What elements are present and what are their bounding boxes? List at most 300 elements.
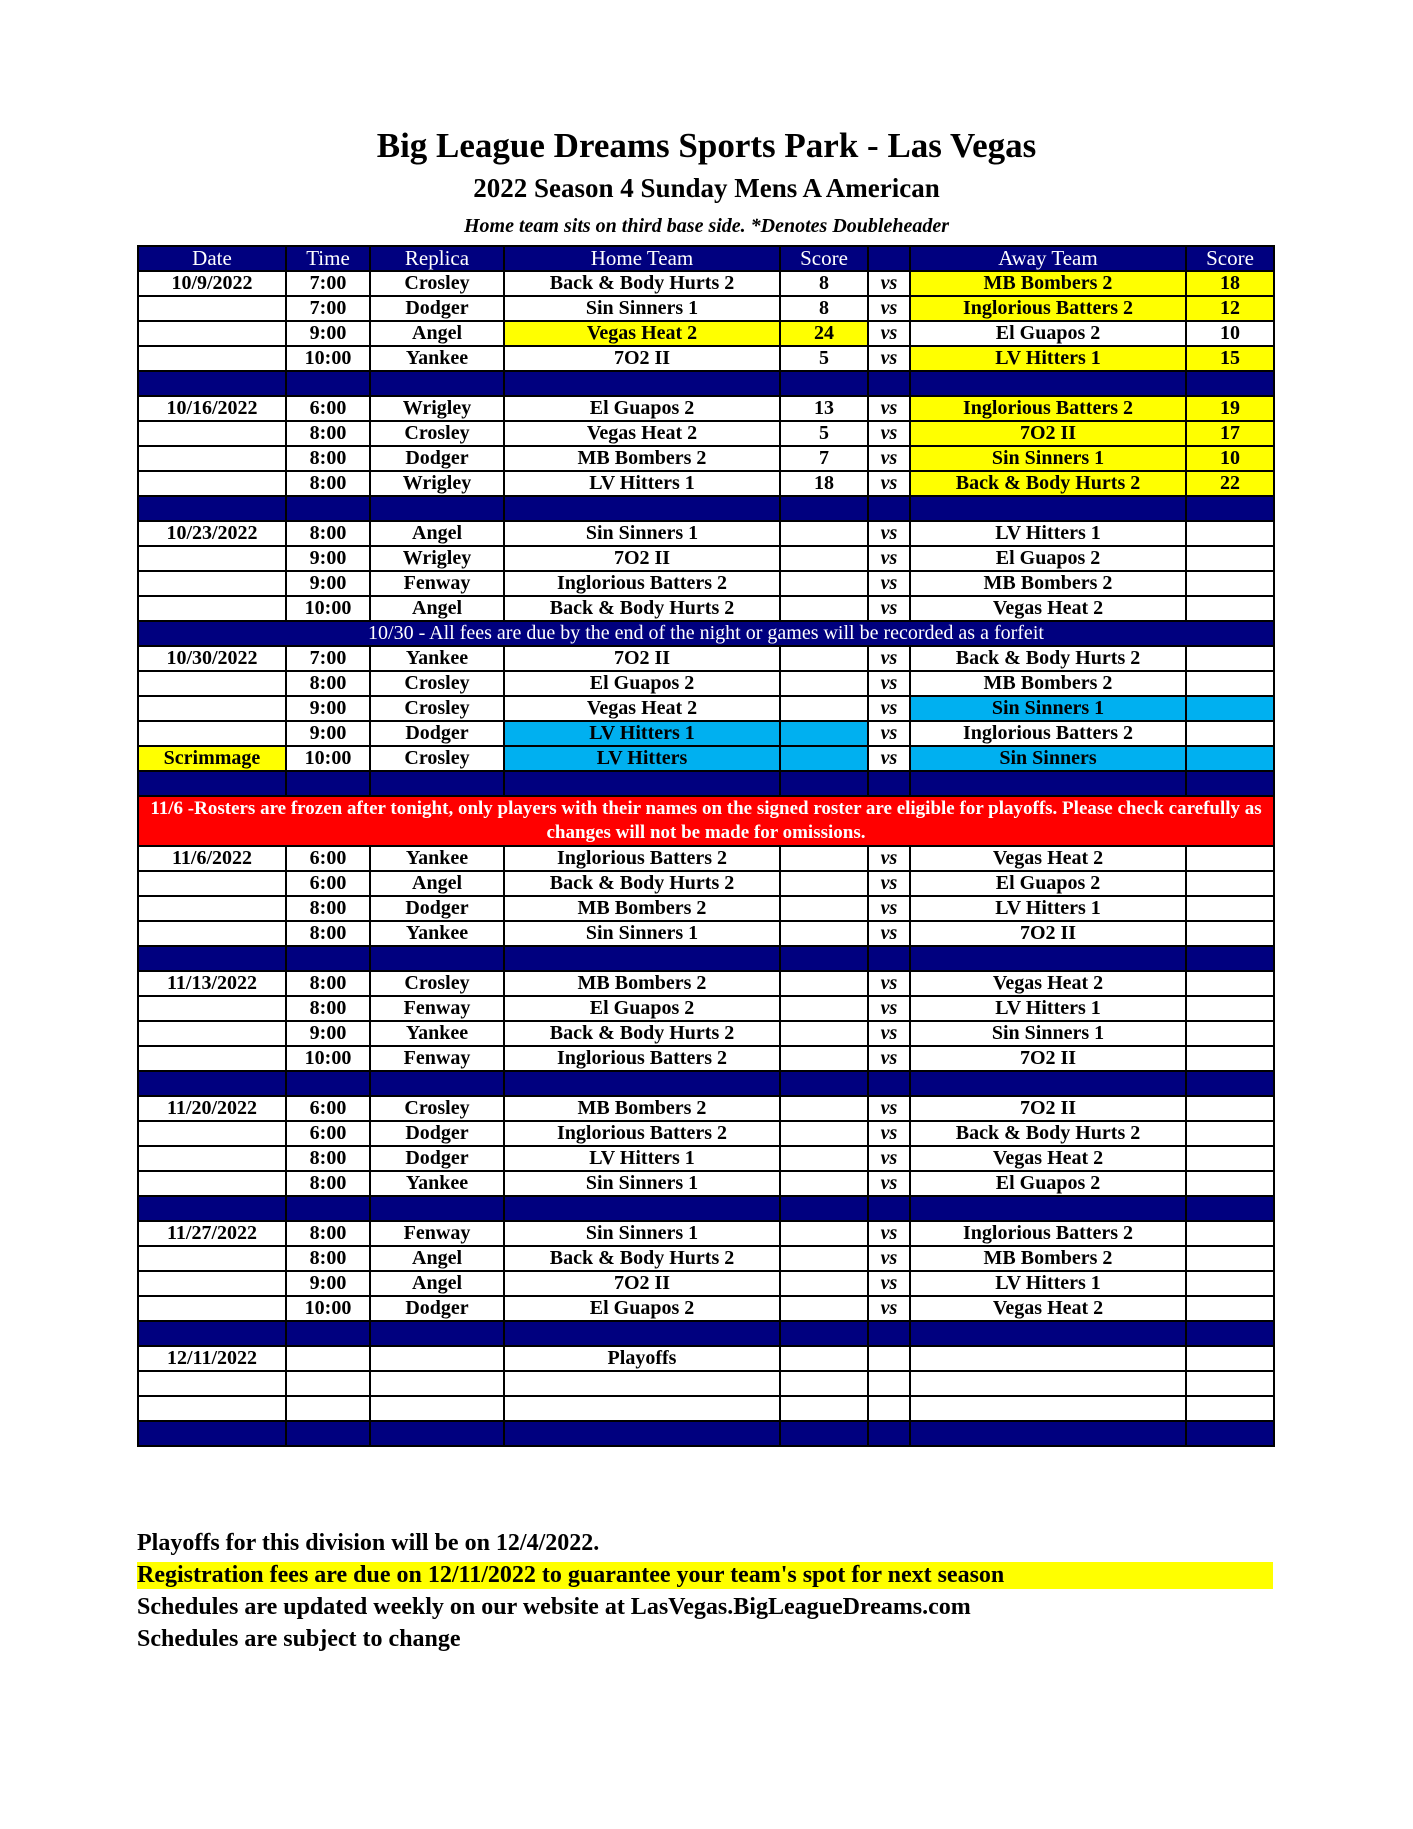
game-row <box>138 696 1274 721</box>
home-team: Sin Sinners 1 <box>504 921 780 946</box>
game-date <box>138 471 286 496</box>
game-row <box>138 596 1274 621</box>
game-row <box>138 1046 1274 1071</box>
footer-website-note: Schedules are updated weekly on our website at LasVegas.BigLeagueDreams.com <box>137 1594 971 1620</box>
away-score <box>1186 521 1274 546</box>
separator-cell <box>1186 1421 1274 1446</box>
separator-cell <box>370 946 504 971</box>
game-time: 8:00 <box>286 921 370 946</box>
vs-label: vs <box>868 1121 910 1146</box>
game-field: Dodger <box>370 721 504 746</box>
away-score <box>1186 646 1274 671</box>
home-score <box>780 1171 868 1196</box>
away-team: Vegas Heat 2 <box>910 1146 1186 1171</box>
separator-cell <box>286 1321 370 1346</box>
game-date: 10/9/2022 <box>138 271 286 296</box>
away-team: Vegas Heat 2 <box>910 971 1186 996</box>
away-team: Sin Sinners 1 <box>910 696 1186 721</box>
home-score <box>780 746 868 771</box>
away-score: 19 <box>1186 396 1274 421</box>
game-date <box>138 996 286 1021</box>
game-date <box>138 1121 286 1146</box>
game-row <box>138 971 1274 996</box>
home-team: Vegas Heat 2 <box>504 421 780 446</box>
home-score <box>780 1046 868 1071</box>
separator-cell <box>138 496 286 521</box>
away-team: Inglorious Batters 2 <box>910 396 1186 421</box>
away-team: El Guapos 2 <box>910 546 1186 571</box>
separator-cell <box>1186 1321 1274 1346</box>
game-row <box>138 471 1274 496</box>
separator-cell <box>138 1071 286 1096</box>
home-score <box>780 521 868 546</box>
game-date <box>138 921 286 946</box>
home-score <box>780 1121 868 1146</box>
home-team: Sin Sinners 1 <box>504 1221 780 1246</box>
away-score <box>1186 1046 1274 1071</box>
roster-alert-row <box>138 796 1274 846</box>
game-row <box>138 1296 1274 1321</box>
separator-cell <box>286 771 370 796</box>
separator-cell <box>868 371 910 396</box>
game-field <box>370 1396 504 1421</box>
separator-cell <box>780 371 868 396</box>
header-away-team: Away Team <box>910 246 1186 271</box>
home-score: 7 <box>780 446 868 471</box>
away-score <box>1186 721 1274 746</box>
separator-cell <box>1186 946 1274 971</box>
vs-label: vs <box>868 671 910 696</box>
home-score: 8 <box>780 296 868 321</box>
separator-cell <box>1186 496 1274 521</box>
game-date <box>138 1171 286 1196</box>
vs-label: vs <box>868 296 910 321</box>
game-row <box>138 1346 1274 1371</box>
game-time: 8:00 <box>286 421 370 446</box>
home-team <box>504 1396 780 1421</box>
vs-label: vs <box>868 746 910 771</box>
away-team: Back & Body Hurts 2 <box>910 471 1186 496</box>
game-row <box>138 1146 1274 1171</box>
game-date <box>138 1246 286 1271</box>
game-time: 7:00 <box>286 296 370 321</box>
separator-cell <box>286 1071 370 1096</box>
game-time: 10:00 <box>286 346 370 371</box>
away-score <box>1186 746 1274 771</box>
separator-cell <box>910 1196 1186 1221</box>
game-row <box>138 296 1274 321</box>
separator-cell <box>370 1196 504 1221</box>
game-date <box>138 1021 286 1046</box>
home-team: MB Bombers 2 <box>504 896 780 921</box>
vs-label: vs <box>868 1096 910 1121</box>
away-team: 7O2 II <box>910 1046 1186 1071</box>
home-score <box>780 971 868 996</box>
game-field: Yankee <box>370 1021 504 1046</box>
game-time: 8:00 <box>286 671 370 696</box>
game-date <box>138 446 286 471</box>
separator-cell <box>780 1196 868 1221</box>
separator-cell <box>868 496 910 521</box>
home-team: Back & Body Hurts 2 <box>504 871 780 896</box>
separator-cell <box>286 371 370 396</box>
game-time: 9:00 <box>286 571 370 596</box>
away-team <box>910 1346 1186 1371</box>
game-row <box>138 746 1274 771</box>
game-field: Crosley <box>370 671 504 696</box>
away-score: 10 <box>1186 321 1274 346</box>
header-replica: Replica <box>370 246 504 271</box>
away-score <box>1186 1296 1274 1321</box>
vs-label: vs <box>868 921 910 946</box>
separator-cell <box>504 1421 780 1446</box>
game-field: Wrigley <box>370 471 504 496</box>
vs-label: vs <box>868 696 910 721</box>
vs-label: vs <box>868 346 910 371</box>
game-field: Wrigley <box>370 396 504 421</box>
away-score <box>1186 1171 1274 1196</box>
vs-label: vs <box>868 471 910 496</box>
away-score <box>1186 1221 1274 1246</box>
separator-cell <box>868 1321 910 1346</box>
game-field: Yankee <box>370 646 504 671</box>
home-team: El Guapos 2 <box>504 1296 780 1321</box>
game-date: 11/20/2022 <box>138 1096 286 1121</box>
home-team: Playoffs <box>504 1346 780 1371</box>
home-score <box>780 1271 868 1296</box>
roster-alert: 11/6 -Rosters are frozen after tonight, only players with their names on the signed roster are eligible for playoffs. Please check carefully as changes will not be made for omissions. <box>138 796 1274 846</box>
home-team: El Guapos 2 <box>504 396 780 421</box>
separator-cell <box>370 1421 504 1446</box>
home-team: Back & Body Hurts 2 <box>504 1246 780 1271</box>
home-team: Back & Body Hurts 2 <box>504 1021 780 1046</box>
game-date: 11/27/2022 <box>138 1221 286 1246</box>
game-row <box>138 546 1274 571</box>
home-score <box>780 871 868 896</box>
game-time: 8:00 <box>286 1221 370 1246</box>
home-team: Inglorious Batters 2 <box>504 846 780 871</box>
vs-label: vs <box>868 1221 910 1246</box>
game-time: 10:00 <box>286 746 370 771</box>
away-team <box>910 1396 1186 1421</box>
home-team: Vegas Heat 2 <box>504 696 780 721</box>
game-time: 6:00 <box>286 396 370 421</box>
separator-cell <box>868 1196 910 1221</box>
game-date <box>138 296 286 321</box>
home-score <box>780 846 868 871</box>
header-home-team: Home Team <box>504 246 780 271</box>
separator-cell <box>780 1321 868 1346</box>
game-date <box>138 1296 286 1321</box>
header-row <box>138 246 1274 271</box>
game-field: Crosley <box>370 271 504 296</box>
game-date <box>138 321 286 346</box>
away-team: 7O2 II <box>910 921 1186 946</box>
away-team: Sin Sinners 1 <box>910 446 1186 471</box>
game-row <box>138 996 1274 1021</box>
game-time: 8:00 <box>286 1171 370 1196</box>
header-date: Date <box>138 246 286 271</box>
game-field: Angel <box>370 1246 504 1271</box>
separator-cell <box>1186 1196 1274 1221</box>
separator-cell <box>138 1196 286 1221</box>
away-team <box>910 1371 1186 1396</box>
week-separator-row <box>138 1071 1274 1096</box>
vs-label: vs <box>868 1246 910 1271</box>
game-field: Angel <box>370 596 504 621</box>
game-row <box>138 1171 1274 1196</box>
game-field: Crosley <box>370 1096 504 1121</box>
game-field: Fenway <box>370 1221 504 1246</box>
home-score <box>780 671 868 696</box>
vs-label: vs <box>868 721 910 746</box>
game-row <box>138 1371 1274 1396</box>
vs-label: vs <box>868 1296 910 1321</box>
away-team: Inglorious Batters 2 <box>910 721 1186 746</box>
game-date <box>138 871 286 896</box>
away-score: 12 <box>1186 296 1274 321</box>
away-score <box>1186 671 1274 696</box>
game-time: 6:00 <box>286 1096 370 1121</box>
separator-cell <box>910 1071 1186 1096</box>
game-date <box>138 721 286 746</box>
away-team: MB Bombers 2 <box>910 1246 1186 1271</box>
game-field: Fenway <box>370 571 504 596</box>
home-team: Back & Body Hurts 2 <box>504 271 780 296</box>
week-separator-row <box>138 1321 1274 1346</box>
fees-notice: 10/30 - All fees are due by the end of the night or games will be recorded as a forfeit <box>138 621 1274 646</box>
home-team: 7O2 II <box>504 346 780 371</box>
away-team: Sin Sinners <box>910 746 1186 771</box>
game-time: 9:00 <box>286 1021 370 1046</box>
away-team: Sin Sinners 1 <box>910 1021 1186 1046</box>
vs-label: vs <box>868 1021 910 1046</box>
game-row <box>138 321 1274 346</box>
away-team: Vegas Heat 2 <box>910 846 1186 871</box>
separator-cell <box>138 946 286 971</box>
vs-label: vs <box>868 596 910 621</box>
away-score <box>1186 846 1274 871</box>
schedule-body <box>138 271 1274 1446</box>
home-score: 13 <box>780 396 868 421</box>
away-score <box>1186 1146 1274 1171</box>
away-team: LV Hitters 1 <box>910 521 1186 546</box>
separator-cell <box>868 771 910 796</box>
separator-cell <box>370 1321 504 1346</box>
vs-label: vs <box>868 646 910 671</box>
separator-cell <box>780 496 868 521</box>
away-team: LV Hitters 1 <box>910 896 1186 921</box>
vs-label: vs <box>868 971 910 996</box>
game-field: Dodger <box>370 896 504 921</box>
away-score <box>1186 871 1274 896</box>
vs-label: vs <box>868 896 910 921</box>
away-team: 7O2 II <box>910 421 1186 446</box>
game-field: Yankee <box>370 846 504 871</box>
separator-cell <box>286 946 370 971</box>
home-team: Inglorious Batters 2 <box>504 571 780 596</box>
away-team: El Guapos 2 <box>910 871 1186 896</box>
page-title: Big League Dreams Sports Park - Las Vegas <box>376 126 1037 165</box>
separator-cell <box>138 371 286 396</box>
game-date <box>138 346 286 371</box>
game-field: Dodger <box>370 296 504 321</box>
game-time: 8:00 <box>286 971 370 996</box>
home-score <box>780 996 868 1021</box>
away-team: Vegas Heat 2 <box>910 596 1186 621</box>
game-field: Angel <box>370 1271 504 1296</box>
away-score <box>1186 596 1274 621</box>
away-score <box>1186 1121 1274 1146</box>
away-team: Inglorious Batters 2 <box>910 1221 1186 1246</box>
separator-cell <box>910 371 1186 396</box>
game-date <box>138 1396 286 1421</box>
game-row <box>138 1271 1274 1296</box>
separator-cell <box>504 496 780 521</box>
separator-cell <box>138 1421 286 1446</box>
away-team: Inglorious Batters 2 <box>910 296 1186 321</box>
game-date <box>138 671 286 696</box>
home-team: MB Bombers 2 <box>504 971 780 996</box>
home-score <box>780 1296 868 1321</box>
vs-label: vs <box>868 446 910 471</box>
game-field <box>370 1371 504 1396</box>
away-team: MB Bombers 2 <box>910 271 1186 296</box>
vs-label: vs <box>868 571 910 596</box>
game-time: 7:00 <box>286 271 370 296</box>
vs-label: vs <box>868 271 910 296</box>
game-field: Angel <box>370 871 504 896</box>
home-team: Vegas Heat 2 <box>504 321 780 346</box>
game-time: 6:00 <box>286 1121 370 1146</box>
game-row <box>138 1396 1274 1421</box>
home-score <box>780 896 868 921</box>
home-score: 24 <box>780 321 868 346</box>
game-time: 8:00 <box>286 896 370 921</box>
game-field: Dodger <box>370 1296 504 1321</box>
away-score <box>1186 1396 1274 1421</box>
game-row <box>138 271 1274 296</box>
away-score <box>1186 1346 1274 1371</box>
separator-cell <box>780 771 868 796</box>
game-time: 10:00 <box>286 1296 370 1321</box>
separator-cell <box>504 1196 780 1221</box>
game-field: Angel <box>370 321 504 346</box>
separator-cell <box>504 946 780 971</box>
separator-cell <box>286 496 370 521</box>
footer-playoffs-note: Playoffs for this division will be on 12/4/2022. <box>137 1530 600 1556</box>
separator-cell <box>910 946 1186 971</box>
vs-label: vs <box>868 421 910 446</box>
away-score <box>1186 896 1274 921</box>
game-time: 6:00 <box>286 846 370 871</box>
home-score <box>780 1221 868 1246</box>
separator-cell <box>504 771 780 796</box>
game-time: 10:00 <box>286 1046 370 1071</box>
away-score <box>1186 1371 1274 1396</box>
away-team: LV Hitters 1 <box>910 996 1186 1021</box>
game-time <box>286 1346 370 1371</box>
away-score <box>1186 971 1274 996</box>
vs-label: vs <box>868 1271 910 1296</box>
game-row <box>138 346 1274 371</box>
game-date <box>138 696 286 721</box>
away-score <box>1186 996 1274 1021</box>
away-score <box>1186 1271 1274 1296</box>
game-time: 8:00 <box>286 446 370 471</box>
home-team: LV Hitters <box>504 746 780 771</box>
away-score <box>1186 921 1274 946</box>
game-date: 10/16/2022 <box>138 396 286 421</box>
separator-cell <box>780 1071 868 1096</box>
game-date <box>138 421 286 446</box>
home-team: Sin Sinners 1 <box>504 1171 780 1196</box>
footer-registration-note: Registration fees are due on 12/11/2022 to guarantee your team's spot for next season <box>137 1562 1273 1589</box>
game-row <box>138 396 1274 421</box>
away-team: Vegas Heat 2 <box>910 1296 1186 1321</box>
home-score <box>780 721 868 746</box>
game-row <box>138 896 1274 921</box>
game-row <box>138 446 1274 471</box>
game-row <box>138 1021 1274 1046</box>
home-team <box>504 1371 780 1396</box>
away-score <box>1186 546 1274 571</box>
week-separator-row <box>138 946 1274 971</box>
away-team: Back & Body Hurts 2 <box>910 1121 1186 1146</box>
game-time: 7:00 <box>286 646 370 671</box>
game-time: 9:00 <box>286 696 370 721</box>
home-team: El Guapos 2 <box>504 671 780 696</box>
vs-label: vs <box>868 321 910 346</box>
game-row <box>138 421 1274 446</box>
home-team: 7O2 II <box>504 546 780 571</box>
game-field <box>370 1346 504 1371</box>
separator-cell <box>910 1321 1186 1346</box>
fees-notice-row <box>138 621 1274 646</box>
home-score <box>780 921 868 946</box>
home-team: LV Hitters 1 <box>504 721 780 746</box>
separator-cell <box>138 1321 286 1346</box>
game-row <box>138 1121 1274 1146</box>
game-row <box>138 521 1274 546</box>
separator-cell <box>868 946 910 971</box>
separator-cell <box>286 1421 370 1446</box>
home-team: 7O2 II <box>504 646 780 671</box>
schedule-table <box>137 245 1275 1447</box>
vs-label: vs <box>868 396 910 421</box>
week-separator-row <box>138 1196 1274 1221</box>
home-team: MB Bombers 2 <box>504 1096 780 1121</box>
week-separator-row <box>138 771 1274 796</box>
separator-cell <box>780 946 868 971</box>
game-time: 10:00 <box>286 596 370 621</box>
header-home-score: Score <box>780 246 868 271</box>
vs-label <box>868 1346 910 1371</box>
home-score <box>780 1146 868 1171</box>
vs-label: vs <box>868 846 910 871</box>
header-vs <box>868 246 910 271</box>
game-date <box>138 571 286 596</box>
game-row <box>138 1246 1274 1271</box>
vs-label <box>868 1371 910 1396</box>
separator-cell <box>504 1071 780 1096</box>
separator-cell <box>370 371 504 396</box>
game-time: 8:00 <box>286 1246 370 1271</box>
separator-cell <box>370 496 504 521</box>
away-score: 10 <box>1186 446 1274 471</box>
home-score <box>780 571 868 596</box>
game-row <box>138 871 1274 896</box>
